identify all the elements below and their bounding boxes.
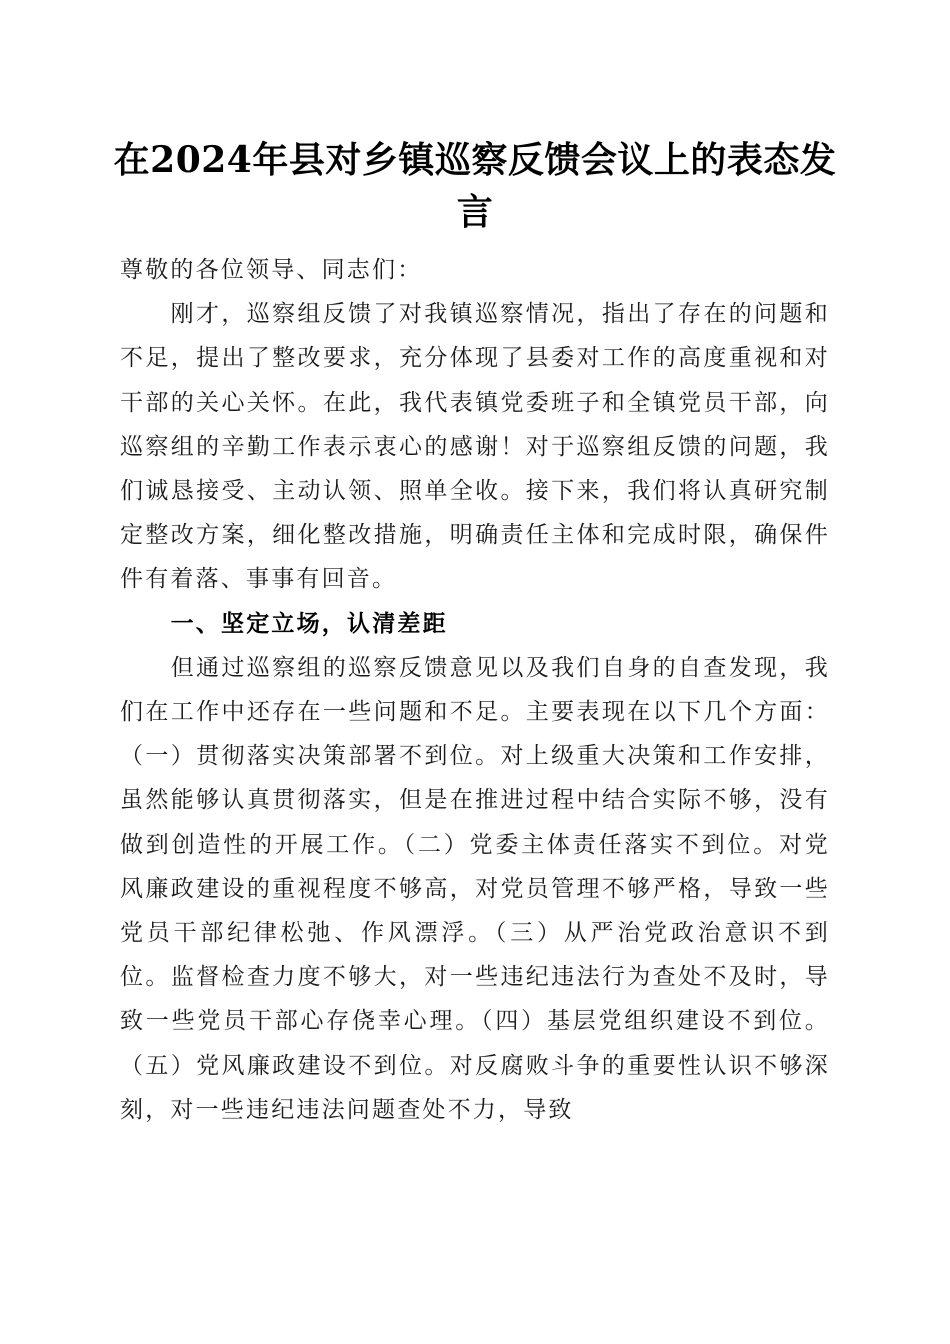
section-heading-1: 一、坚定立场，认清差距: [170, 610, 448, 637]
document-title: 在2024年县对乡镇巡察反馈会议上的表态发言: [113, 139, 837, 233]
opening-paragraph: 刚才，巡察组反馈了对我镇巡察情况，指出了存在的问题和不足，提出了整改要求，充分体现了县委对工作的高度重视和对干部的关心关怀。在此，我代表镇党委班子和全镇党员干部，向巡察组的辛勤工作表示衷心的感谢！对于巡察组反馈的问题，我们诚恳接受、主动认领、照单全收。接下来，我们将认真研究制定整改方案，细化整改措施，明确责任主体和完成时限，确保件件有着落、事事有回音。: [120, 301, 830, 593]
document-body: [120, 248, 830, 1132]
salutation: 尊敬的各位领导、同志们：: [120, 257, 423, 283]
section-1-paragraph: 但通过巡察组的巡察反馈意见以及我们自身的自查发现，我们在工作中还存在一些问题和不足。主要表现在以下几个方面：（一）贯彻落实决策部署不到位。对上级重大决策和工作安排，虽然能够认真贯彻落实，但是在推进过程中结合实际不够，没有做到创造性的开展工作。（二）党委主体责任落实不到位。对党风廉政建设的重视程度不够高，对党员管理不够严格，导致一些党员干部纪律松弛、作风漂浮。（三）从严治党政治意识不到位。监督检查力度不够大，对一些违纪违法行为查处不及时，导致一些党员干部心存侥幸心理。（四）基层党组织建设不到位。（五）党风廉政建设不到位。对反腐败斗争的重要性认识不够深刻，对一些违纪违法问题查处不力，导致: [120, 654, 830, 1123]
